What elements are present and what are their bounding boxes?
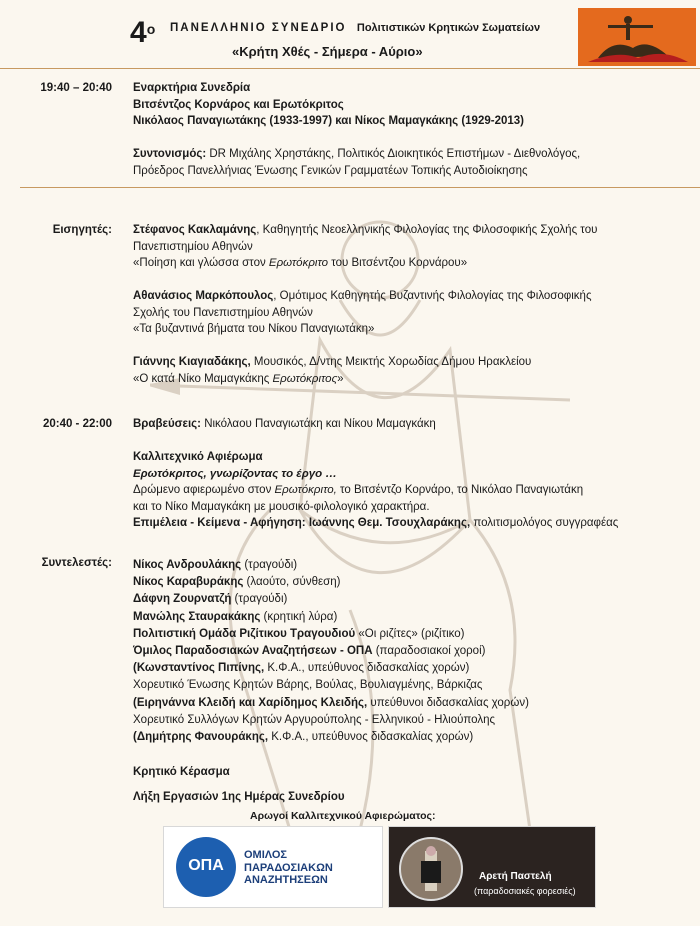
session2-block [133,416,618,532]
credit-item: Χορευτικό Συλλόγων Κρητών Αργυρούπολης - Ελληνικού - Ηλιούπολης [133,713,496,726]
speaker-2: Αθανάσιος Μαρκόπουλος, Ομότιμος Καθηγητής Βυζαντινής Φιλολογίας της Φιλοσοφικής [133,290,592,302]
credit-item: Νίκος Ανδρουλάκης (τραγούδι) [133,559,298,571]
costume-photo-icon [399,837,463,901]
speaker-2-role-cont: Σχολής του Πανεπιστημίου Αθηνών [133,306,313,319]
speaker-1-role-cont: Πανεπιστημίου Αθηνών [133,240,253,253]
conference-subtitle: «Κρήτη Χθές - Σήμερα - Αύριο» [232,44,423,59]
session1-subtitle: Βιτσέντζος Κορνάρος και Ερωτόκριτος [133,98,344,111]
tribute-desc: Δρώμενο αφιερωμένο στον Ερωτόκριτο, το Βιτσέντζο Κορνάρο, το Νικόλαο Παναγιωτάκη [133,484,584,496]
sponsors-title: Αρωγοί Καλλιτεχνικού Αφιερώματος: [250,810,436,822]
credit-item: Μανώλης Σταυρακάκης (κρητική λύρα) [133,610,338,623]
coordination-line: Συντονισμός: DR Μιχάλης Χρηστάκης, Πολιτικός Διοικητικός Επιστήμων - Διεθνολόγος, [133,148,581,160]
areti-sponsor-card [388,826,596,908]
credit-item: (Ειρηνάννα Κλειδή και Χαρίδημος Κλειδής, υπεύθυνοι διδασκαλίας χορών) [133,696,529,709]
credit-item: Όμιλος Παραδοσιακών Αναζητήσεων - ΟΠΑ (παραδοσιακοί χοροί) [133,645,486,658]
session2-time: 20:40 - 22:00 [42,418,112,430]
speaker-3-talk: «Ο κατά Νίκο Μαμαγκάκης Ερωτόκριτος» [133,372,344,385]
editing-line: Επιμέλεια - Κείμενα - Αφήγηση: Ιωάννης Θεμ. Τσουχλαράκης, πολιτισμολόγος συγγραφέας [133,517,619,529]
speaker-3: Γιάννης Κιαγιαδάκης, Μουσικός, Δ/ντης Μεικτής Χορωδίας Δήμου Ηρακλείου [133,356,532,368]
speakers-label: Εισηγητές: [52,224,112,236]
conference-title: ΠΑΝΕΛΛΗΝΙΟ ΣΥΝΕΔΡΙΟ Πολιτιστικών Κρητικών Σωματείων [170,22,541,34]
opa-logo-icon: ΟΠΑ [176,837,236,897]
opa-logo-text: ΟΜΙΛΟΣ ΠΑΡΑΔΟΣΙΑΚΩΝ ΑΝΑΖΗΤΗΣΕΩΝ [244,849,333,886]
speaker-1-talk: «Ποίηση και γλώσσα στον Ερωτόκριτο του Βιτσέντζου Κορνάρου» [133,257,468,269]
areti-name: Αρετή Παστελή [479,871,552,882]
page-header [0,0,700,68]
credits-list [133,557,529,746]
day-end: Λήξη Εργασιών 1ης Ημέρας Συνεδρίου [133,791,345,803]
areti-subtitle: (παραδοσιακές φορεσιές) [474,886,576,896]
header-divider [0,68,700,69]
section-divider [20,187,700,188]
tribute-title: Καλλιτεχνικό Αφιέρωμα [133,451,263,463]
credits-label: Συντελεστές: [41,557,112,569]
session1-title: Εναρκτήρια Συνεδρία [133,82,251,94]
session1-block [133,80,580,179]
credit-item: Χορευτικό Ένωσης Κρητών Βάρης, Βούλας, Βουλιαγμένης, Βάρκιζας [133,679,483,692]
coordination-line2: Πρόεδρος Πανελλήνιας Ένωσης Γενικών Γραμματέων Τοπικής Αυτοδιοίκησης [133,164,528,177]
awards-line: Βραβεύσεις: Νικόλαου Παναγιωτάκη και Νίκου Μαμαγκάκη [133,418,436,430]
credit-item: (Δημήτρης Φανουράκης, Κ.Φ.Α., υπεύθυνος διδασκαλίας χορών) [133,731,474,744]
conference-logo [578,8,696,66]
credit-item: (Κωνσταντίνος Πιπίνης, Κ.Φ.Α., υπεύθυνος διδασκαλίας χορών) [133,662,470,675]
session1-honorees: Νικόλαος Παναγιωτάκης (1933-1997) και Νίκος Μαμαγκάκης (1929-2013) [133,115,524,127]
speakers-block [133,222,597,387]
speaker-2-talk: «Τα βυζαντινά βήματα του Νίκου Παναγιωτάκη» [133,323,375,335]
credit-item: Νίκος Καραβυράκης (λαούτο, σύνθεση) [133,576,341,589]
opa-sponsor-logo [163,826,383,908]
tribute-subtitle: Ερωτόκριτος, γνωρίζοντας το έργο … [133,467,337,480]
conference-number: $4^o$ [130,16,156,49]
credit-item: Δάφνη Ζουρνατζή (τραγούδι) [133,593,288,606]
speaker-1: Στέφανος Κακλαμάνης, Καθηγητής Νεοελληνικής Φιλολογίας της Φιλοσοφικής Σχολής του [133,224,598,236]
cretan-treat: Κρητικό Κέρασμα [133,766,230,778]
session1-time: 19:40 – 20:40 [40,82,112,94]
credit-item: Πολιτιστική Ομάδα Ριζίτικου Τραγουδιού «Οι ριζίτες» (ριζίτικο) [133,627,465,640]
tribute-desc-cont: και το Νίκο Μαμαγκάκη με μουσικό-φιλολογικό χαρακτήρα. [133,500,430,513]
